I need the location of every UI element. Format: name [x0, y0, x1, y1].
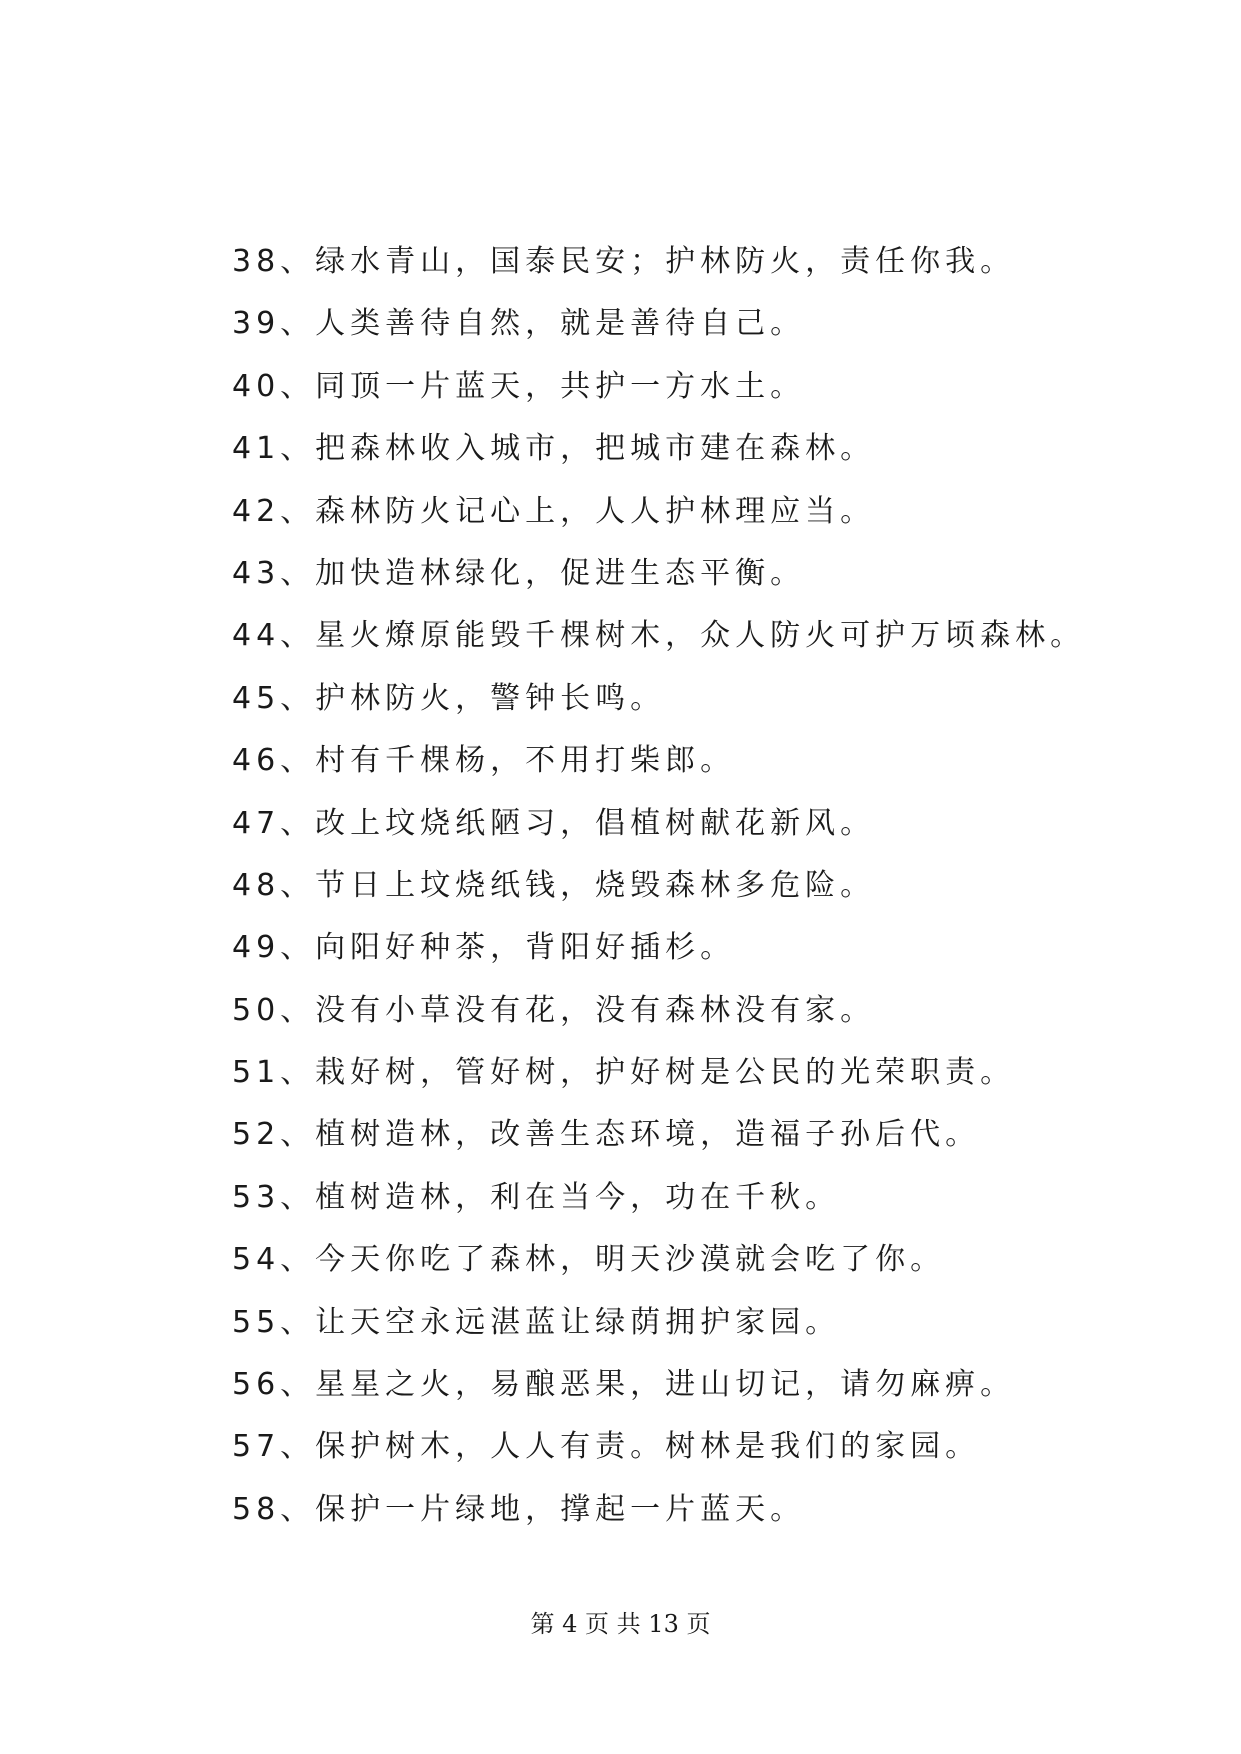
list-item: 54、今天你吃了森林，明天沙漠就会吃了你。 — [232, 1242, 946, 1278]
page-footer — [0, 1604, 1241, 1639]
list-item: 45、护林防火，警钟长鸣。 — [232, 680, 666, 716]
list-item: 49、向阳好种茶，背阳好插杉。 — [232, 930, 736, 966]
list-item: 42、森林防火记心上，人人护林理应当。 — [232, 493, 876, 529]
list-item: 47、改上坟烧纸陋习，倡植树献花新风。 — [232, 805, 876, 841]
list-item: 58、保护一片绿地，撑起一片蓝天。 — [232, 1491, 806, 1527]
list-item: 55、让天空永远湛蓝让绿荫拥护家园。 — [232, 1304, 841, 1340]
list-item: 41、把森林收入城市，把城市建在森林。 — [232, 431, 876, 467]
list-item: 53、植树造林，利在当今，功在千秋。 — [232, 1179, 841, 1215]
page-number: 第 4 页 共 13 页 — [530, 1610, 711, 1638]
list-item: 39、人类善待自然，就是善待自己。 — [232, 306, 806, 342]
list-item: 40、同顶一片蓝天，共护一方水土。 — [232, 368, 806, 404]
list-item: 57、保护树木，人人有责。树林是我们的家园。 — [232, 1429, 981, 1465]
list-item: 48、节日上坟烧纸钱，烧毁森林多危险。 — [232, 867, 876, 903]
slogan-list — [232, 231, 1132, 1541]
list-item: 44、星火燎原能毁千棵树木，众人防火可护万顷森林。 — [232, 618, 1086, 654]
list-item: 46、村有千棵杨，不用打柴郎。 — [232, 743, 736, 779]
list-item: 50、没有小草没有花，没有森林没有家。 — [232, 992, 876, 1028]
list-item: 43、加快造林绿化，促进生态平衡。 — [232, 555, 806, 591]
list-item: 51、栽好树，管好树，护好树是公民的光荣职责。 — [232, 1055, 1016, 1091]
list-item: 56、星星之火，易酿恶果，进山切记，请勿麻痹。 — [232, 1367, 1016, 1403]
list-item: 52、植树造林，改善生态环境，造福子孙后代。 — [232, 1117, 981, 1153]
list-item: 38、绿水青山，国泰民安；护林防火，责任你我。 — [232, 244, 1016, 279]
